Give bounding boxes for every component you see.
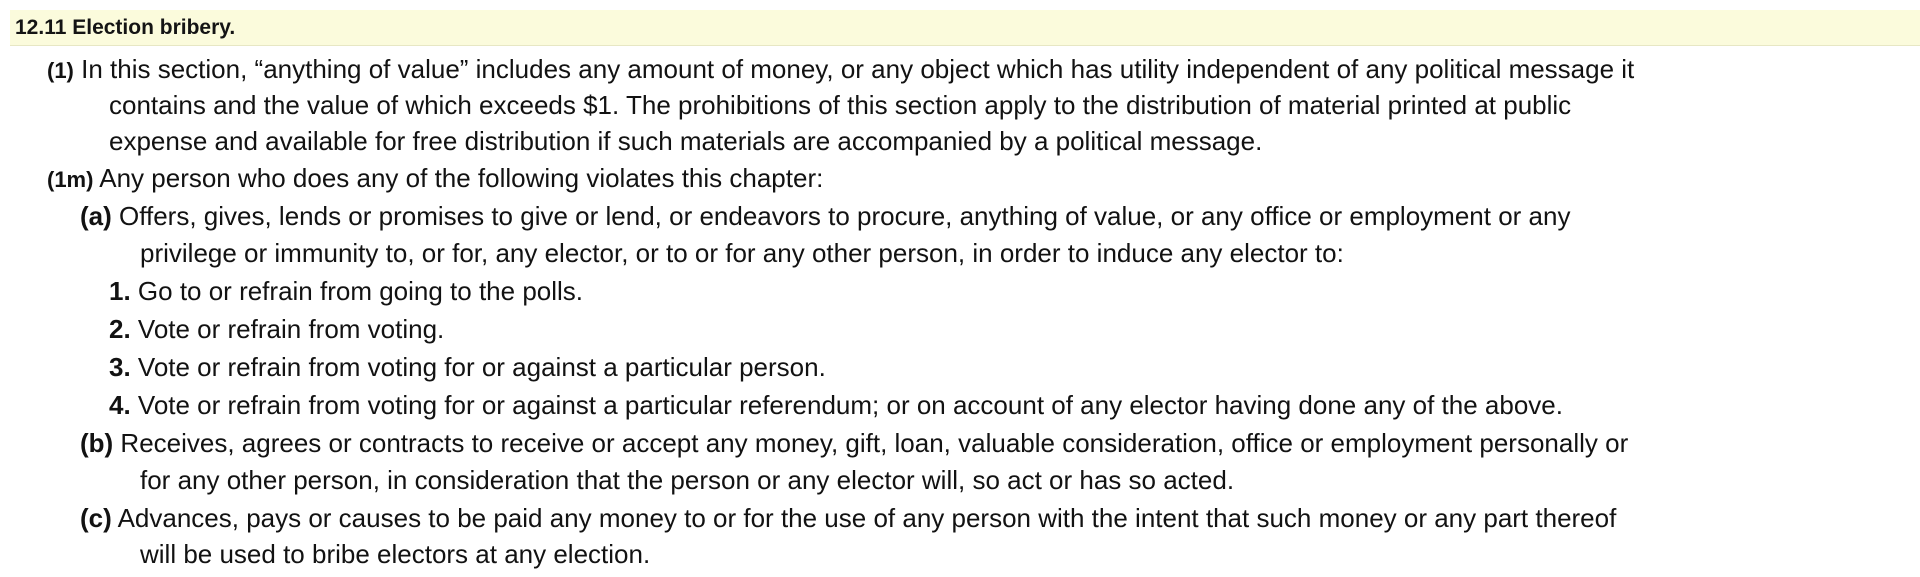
- subdivision-2-text: Vote or refrain from voting.: [130, 314, 445, 344]
- subdivision-2-number: 2.: [109, 314, 131, 344]
- paragraph-a-number: (a): [80, 201, 112, 231]
- subsection-1m-line-1: [47, 160, 823, 198]
- section-title: 12.11 Election bribery.: [15, 16, 236, 39]
- subsection-1-text-1: In this section, “anything of value” includes any amount of money, or any object which has utility independent of any political message it: [73, 54, 1635, 84]
- subdivision-1-number: 1.: [109, 276, 131, 306]
- subdivision-3: [109, 349, 826, 386]
- subdivision-2: [109, 311, 444, 348]
- subsection-1-number: (1): [47, 58, 74, 83]
- subdivision-1-text: Go to or refrain from going to the polls.: [130, 276, 584, 306]
- subsection-1m-number: (1m): [47, 167, 94, 192]
- subsection-1-line-3: expense and available for free distribution if such materials are accompanied by a political message.: [109, 126, 1263, 156]
- subsection-1m-text-1: Any person who does any of the following violates this chapter:: [93, 163, 824, 193]
- paragraph-a-line-2: privilege or immunity to, or for, any elector, or to or for any other person, in order to induce any elector to:: [140, 238, 1344, 268]
- subsection-1-line-2: contains and the value of which exceeds $1. The prohibitions of this section apply to the distribution of material printed at public: [109, 90, 1572, 120]
- paragraph-a-text-1: Offers, gives, lends or promises to give or lend, or endeavors to procure, anything of value, or any office or employment or any: [111, 201, 1571, 231]
- paragraph-c-number: (c): [80, 503, 112, 533]
- paragraph-b-text-1: Receives, agrees or contracts to receive or accept any money, gift, loan, valuable consideration, office or employment personally or: [113, 428, 1629, 458]
- subsection-1-line-1: [47, 51, 1634, 89]
- section-header: [10, 10, 1920, 46]
- subdivision-4: [109, 387, 1563, 424]
- paragraph-c-line-2: will be used to bribe electors at any election.: [140, 539, 651, 569]
- subdivision-4-number: 4.: [109, 390, 131, 420]
- paragraph-c-text-1: Advances, pays or causes to be paid any money to or for the use of any person with the intent that such money or any part thereof: [111, 503, 1617, 533]
- paragraph-b-number: (b): [80, 428, 114, 458]
- subdivision-3-text: Vote or refrain from voting for or against a particular person.: [130, 352, 826, 382]
- subdivision-4-text: Vote or refrain from voting for or against a particular referendum; or on account of any elector having done any of the above.: [130, 390, 1563, 420]
- paragraph-b-line-2: for any other person, in consideration that the person or any elector will, so act or has so acted.: [140, 465, 1235, 495]
- subdivision-1: [109, 273, 583, 310]
- subdivision-3-number: 3.: [109, 352, 131, 382]
- paragraph-c-line-1: [80, 500, 1616, 537]
- paragraph-a-line-1: [80, 198, 1570, 235]
- paragraph-b-line-1: [80, 425, 1628, 462]
